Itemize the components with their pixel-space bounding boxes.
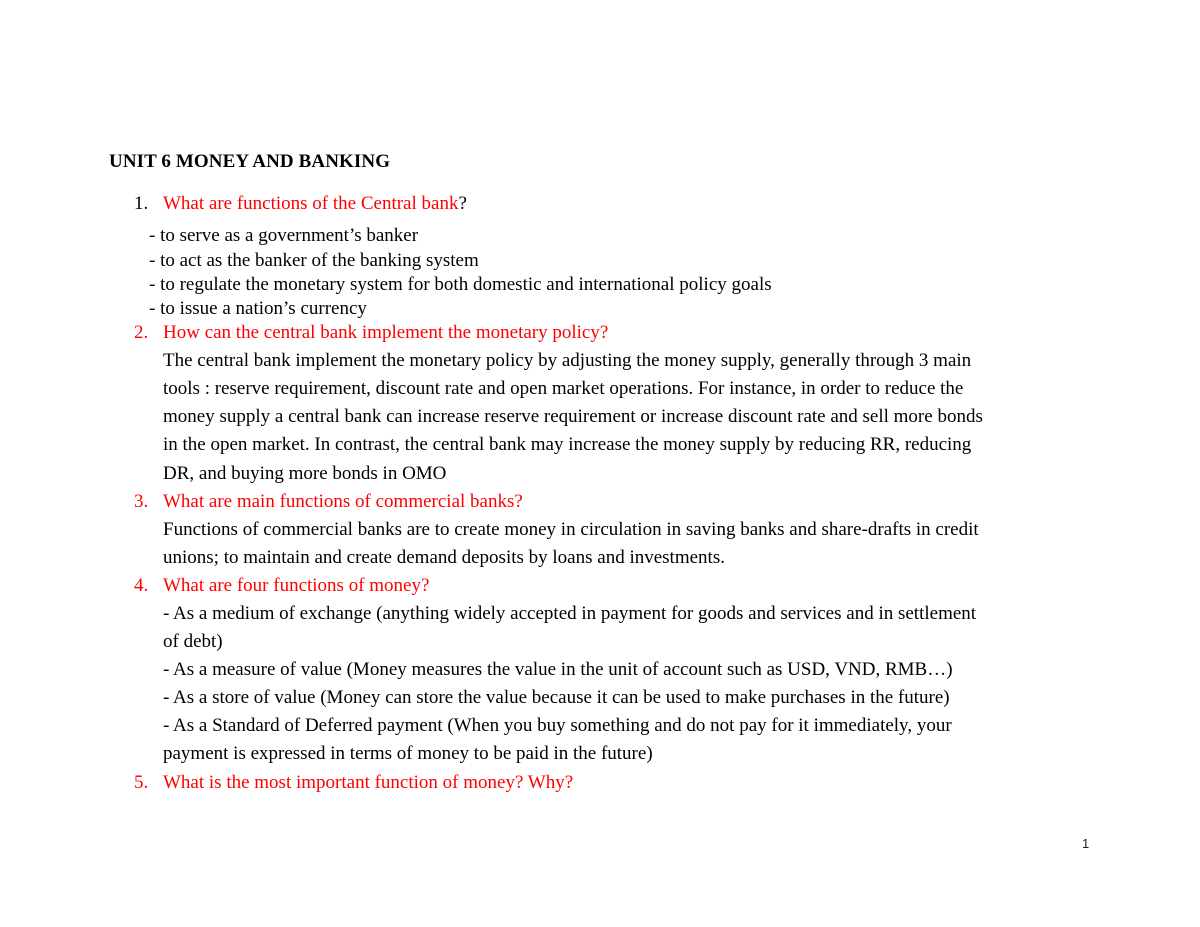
q1-bullet: - to regulate the monetary system for both domestic and international policy goals bbox=[149, 274, 772, 295]
q1-bullet: - to serve as a government’s banker bbox=[149, 225, 419, 246]
question-number: 1. bbox=[134, 193, 149, 214]
question-1 bbox=[134, 192, 467, 216]
document-title: UNIT 6 MONEY AND BANKING bbox=[109, 151, 391, 172]
q4-answer-line: - As a store of value (Money can store the value because it can be used to make purchases in the future) bbox=[163, 687, 950, 708]
page-number: 1 bbox=[1082, 836, 1090, 851]
q4-answer-line: - As a Standard of Deferred payment (When you buy something and do not pay for it immediately, your bbox=[163, 715, 952, 736]
question-text: What is the most important function of money? Why? bbox=[163, 772, 574, 793]
question-text: What are four functions of money? bbox=[163, 575, 430, 596]
q3-answer-line: unions; to maintain and create demand deposits by loans and investments. bbox=[163, 547, 725, 568]
question-3 bbox=[134, 490, 523, 514]
q2-answer-line: The central bank implement the monetary policy by adjusting the money supply, generally through 3 main bbox=[163, 350, 972, 371]
question-suffix: ? bbox=[458, 193, 467, 214]
question-text: How can the central bank implement the monetary policy? bbox=[163, 322, 609, 343]
q3-answer-line: Functions of commercial banks are to create money in circulation in saving banks and share-drafts in credit bbox=[163, 519, 979, 540]
q1-bullet: - to issue a nation’s currency bbox=[149, 298, 367, 319]
q4-answer-line: - As a medium of exchange (anything widely accepted in payment for goods and services and in settlement bbox=[163, 603, 977, 624]
q4-answer-line: - As a measure of value (Money measures the value in the unit of account such as USD, VND, RMB…) bbox=[163, 659, 953, 680]
question-number: 4. bbox=[134, 575, 149, 596]
q4-answer-line: of debt) bbox=[163, 631, 223, 652]
q4-answer-line: payment is expressed in terms of money to be paid in the future) bbox=[163, 743, 653, 764]
q2-answer-line: tools : reserve requirement, discount rate and open market operations. For instance, in order to reduce the bbox=[163, 378, 964, 399]
q2-answer-line: DR, and buying more bonds in OMO bbox=[163, 463, 447, 484]
question-text: What are functions of the Central bank bbox=[163, 193, 459, 214]
question-5 bbox=[134, 771, 573, 795]
question-number: 2. bbox=[134, 322, 149, 343]
question-4 bbox=[134, 574, 429, 598]
q2-answer-line: in the open market. In contrast, the central bank may increase the money supply by reducing RR, reducing bbox=[163, 434, 972, 455]
question-number: 5. bbox=[134, 772, 149, 793]
question-2 bbox=[134, 321, 608, 345]
q2-answer-line: money supply a central bank can increase reserve requirement or increase discount rate and sell more bonds bbox=[163, 406, 983, 427]
q1-bullet: - to act as the banker of the banking system bbox=[149, 250, 479, 271]
question-number: 3. bbox=[134, 491, 149, 512]
question-text: What are main functions of commercial banks? bbox=[163, 491, 523, 512]
